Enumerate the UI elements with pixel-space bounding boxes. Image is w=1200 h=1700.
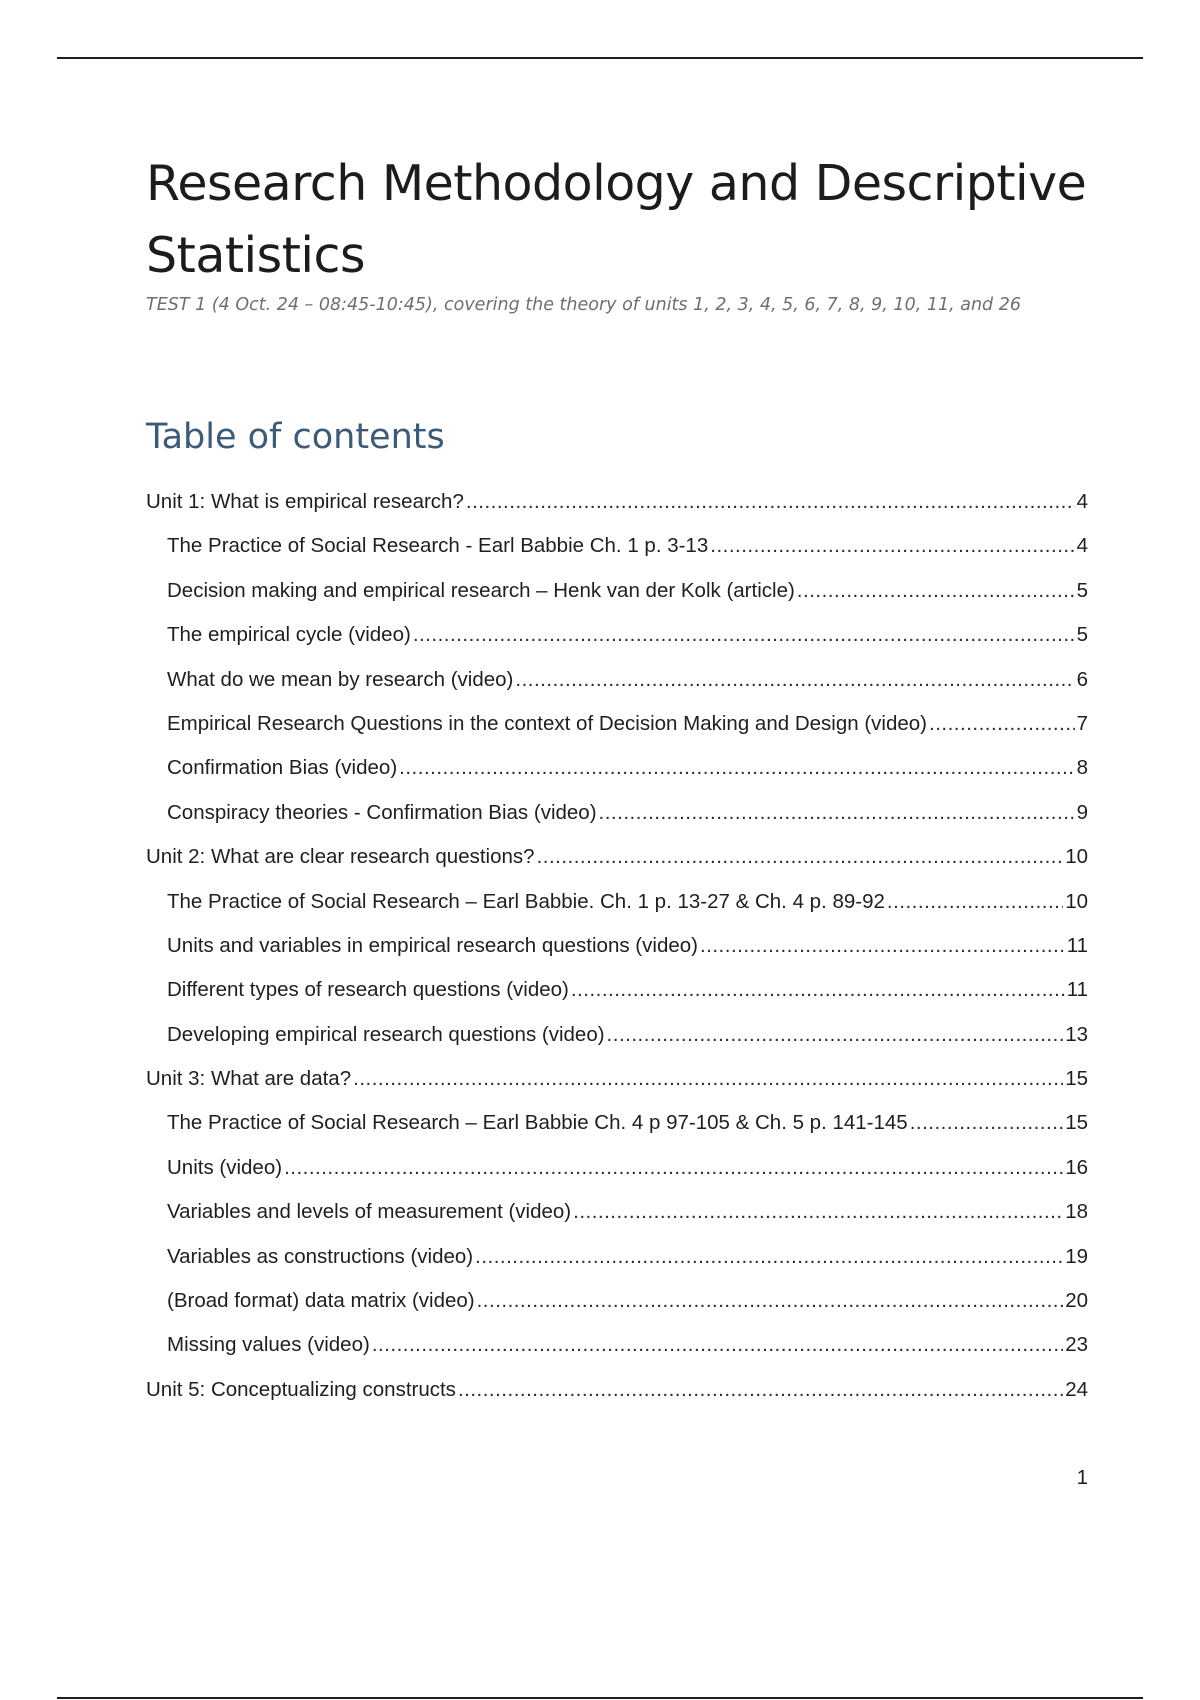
toc-entry-title: Developing empirical research questions (video)	[167, 1022, 605, 1046]
toc-entry-title: The Practice of Social Research – Earl Babbie Ch. 4 p 97-105 & Ch. 5 p. 141-145	[167, 1111, 908, 1135]
toc-dot-leader	[537, 835, 1064, 879]
toc-entry-section[interactable]	[146, 1235, 1088, 1279]
toc-dot-leader	[466, 480, 1075, 524]
toc-entry-page-number: 13	[1065, 1022, 1088, 1046]
toc-entry-section[interactable]	[146, 613, 1088, 657]
toc-entry-section[interactable]	[146, 1146, 1088, 1190]
document-title: Research Methodology and Descriptive Statistics	[146, 155, 1087, 284]
toc-entry-title: Unit 3: What are data?	[146, 1067, 352, 1091]
toc-entry-page-number: 11	[1066, 978, 1088, 1002]
document-subtitle: TEST 1 (4 Oct. 24 – 08:45-10:45), covering the theory of units 1, 2, 3, 4, 5, 6, 7, 8, 9, 10, 11, and 26	[146, 295, 1021, 315]
toc-entry-page-number: 4	[1076, 534, 1088, 558]
toc-dot-leader	[797, 569, 1075, 613]
toc-entry-title: Empirical Research Questions in the context of Decision Making and Design (video)	[167, 711, 928, 735]
header-rule	[57, 57, 1143, 59]
toc-entry-section[interactable]	[146, 702, 1088, 746]
toc-entry-page-number: 15	[1065, 1111, 1088, 1135]
toc-dot-leader	[573, 1190, 1063, 1234]
toc-entry-title: Units (video)	[167, 1155, 283, 1179]
toc-entry-title: What do we mean by research (video)	[167, 667, 514, 691]
toc-entry-title: Variables as constructions (video)	[167, 1244, 474, 1268]
toc-dot-leader	[929, 702, 1075, 746]
page-number: 1	[1076, 1466, 1088, 1489]
toc-entry-section[interactable]	[146, 968, 1088, 1012]
toc-entry-page-number: 4	[1076, 490, 1088, 513]
toc-dot-leader	[372, 1323, 1063, 1367]
toc-entry-unit[interactable]	[146, 480, 1088, 524]
toc-dot-leader	[910, 1101, 1063, 1145]
toc-entry-section[interactable]	[146, 1323, 1088, 1367]
toc-dot-leader	[475, 1235, 1063, 1279]
toc-entry-page-number: 23	[1065, 1333, 1088, 1357]
toc-entry-section[interactable]	[146, 569, 1088, 613]
toc-entry-section[interactable]	[146, 880, 1088, 924]
toc-dot-leader	[515, 658, 1074, 702]
toc-entry-page-number: 18	[1065, 1200, 1088, 1224]
toc-entry-title: Decision making and empirical research – Henk van der Kolk (article)	[167, 578, 795, 602]
toc-entry-title: Units and variables in empirical research questions (video)	[167, 933, 698, 957]
toc-entry-page-number: 7	[1076, 711, 1088, 735]
toc-entry-title: Variables and levels of measurement (video)	[167, 1200, 572, 1224]
toc-dot-leader	[710, 524, 1074, 568]
toc-entry-title: (Broad format) data matrix (video)	[167, 1289, 475, 1313]
toc-dot-leader	[353, 1057, 1063, 1101]
toc-entry-page-number: 20	[1065, 1289, 1088, 1313]
toc-entry-section[interactable]	[146, 1013, 1088, 1057]
toc-entry-title: Missing values (video)	[167, 1333, 370, 1357]
toc-entry-unit[interactable]	[146, 1368, 1088, 1412]
toc-entry-title: The Practice of Social Research – Earl Babbie. Ch. 1 p. 13-27 & Ch. 4 p. 89-92	[167, 889, 885, 913]
toc-entry-page-number: 15	[1065, 1067, 1088, 1091]
toc-entry-title: Unit 5: Conceptualizing constructs	[146, 1377, 456, 1401]
toc-entry-page-number: 8	[1076, 756, 1088, 780]
toc-entry-page-number: 19	[1065, 1244, 1088, 1268]
toc-entry-section[interactable]	[146, 924, 1088, 968]
toc-entry-section[interactable]	[146, 524, 1088, 568]
toc-entry-title: The Practice of Social Research - Earl Babbie Ch. 1 p. 3-13	[167, 534, 709, 558]
footer-rule	[57, 1697, 1143, 1699]
toc-entry-section[interactable]	[146, 1101, 1088, 1145]
toc-dot-leader	[607, 1013, 1064, 1057]
toc-entry-unit[interactable]	[146, 1057, 1088, 1101]
toc-entry-unit[interactable]	[146, 835, 1088, 879]
toc-entry-section[interactable]	[146, 658, 1088, 702]
toc-dot-leader	[700, 924, 1065, 968]
toc-entry-title: Confirmation Bias (video)	[167, 756, 398, 780]
toc-heading: Table of contents	[146, 417, 445, 457]
toc-entry-title: The empirical cycle (video)	[167, 623, 411, 647]
table-of-contents	[146, 480, 1088, 1412]
toc-entry-page-number: 6	[1076, 667, 1088, 691]
toc-entry-page-number: 10	[1065, 845, 1088, 869]
toc-dot-leader	[599, 791, 1075, 835]
toc-entry-page-number: 16	[1065, 1155, 1088, 1179]
toc-dot-leader	[399, 746, 1074, 790]
toc-entry-title: Conspiracy theories - Confirmation Bias (video)	[167, 800, 597, 824]
toc-entry-section[interactable]	[146, 1279, 1088, 1323]
toc-dot-leader	[887, 880, 1063, 924]
toc-entry-title: Different types of research questions (video)	[167, 978, 569, 1002]
toc-entry-page-number: 5	[1076, 623, 1088, 647]
toc-entry-page-number: 24	[1065, 1377, 1088, 1401]
toc-entry-section[interactable]	[146, 1190, 1088, 1234]
toc-entry-page-number: 11	[1066, 933, 1088, 957]
toc-dot-leader	[413, 613, 1075, 657]
toc-dot-leader	[458, 1368, 1063, 1412]
toc-entry-title: Unit 2: What are clear research questions?	[146, 845, 535, 869]
toc-entry-title: Unit 1: What is empirical research?	[146, 490, 464, 513]
toc-dot-leader	[477, 1279, 1064, 1323]
toc-dot-leader	[284, 1146, 1063, 1190]
toc-entry-page-number: 5	[1076, 578, 1088, 602]
toc-entry-section[interactable]	[146, 791, 1088, 835]
toc-entry-page-number: 10	[1065, 889, 1088, 913]
toc-entry-page-number: 9	[1076, 800, 1088, 824]
toc-dot-leader	[571, 968, 1065, 1012]
toc-entry-section[interactable]	[146, 746, 1088, 790]
